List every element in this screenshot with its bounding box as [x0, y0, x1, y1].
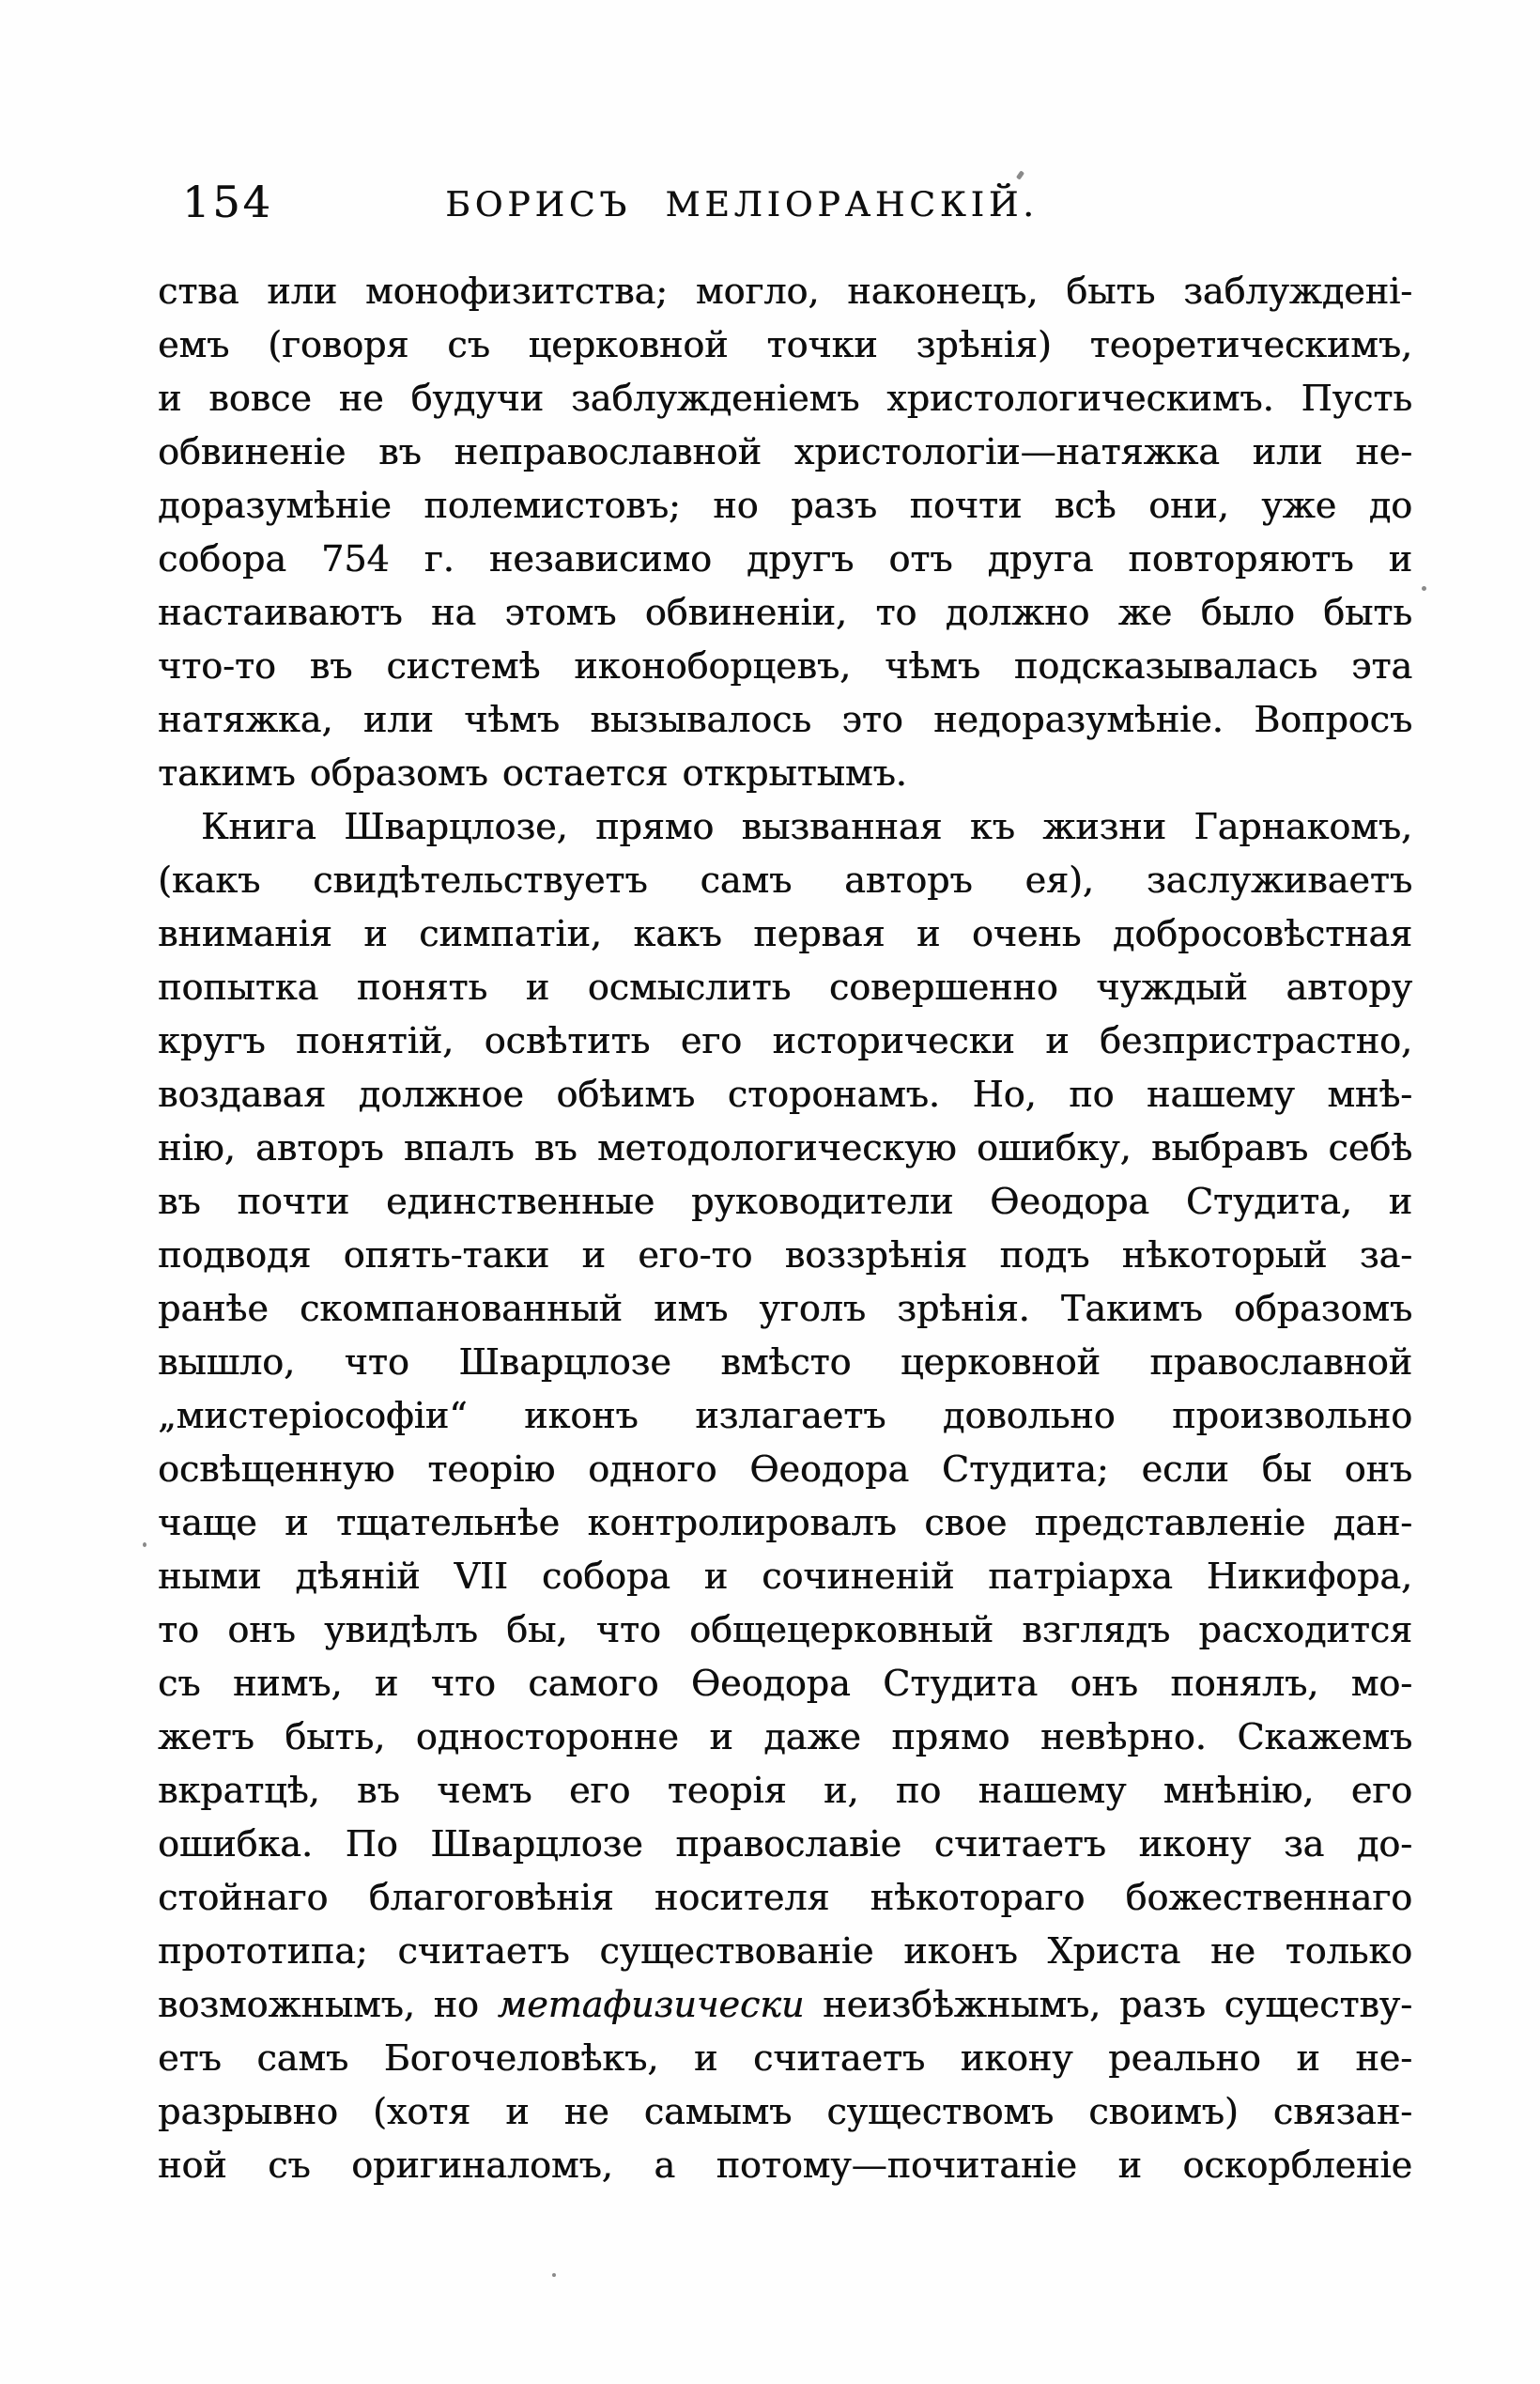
text-run: и вовсе не будучи заблужденіемъ христологическимъ. Пусть [158, 378, 1412, 419]
text-run: такимъ образомъ остается открытымъ. [158, 752, 907, 794]
text-run: подводя опять-таки и его-то воззрѣнія подъ нѣкоторый за- [158, 1234, 1412, 1276]
page-number: 154 [182, 177, 273, 227]
running-title: БОРИСЪ МЕЛІОРАНСКІЙ. [445, 186, 1039, 224]
text-run: ошибка. По Шварцлозе православіе считаетъ икону за до- [158, 1823, 1412, 1865]
text-run: „мистеріософіи“ иконъ излагаетъ довольно произвольно [158, 1395, 1412, 1436]
text-run: что-то въ системѣ иконоборцевъ, чѣмъ подсказывалась эта [158, 645, 1412, 687]
text-run: разрывно (хотя и не самымъ существомъ своимъ) связан- [158, 2091, 1412, 2132]
text-run: доразумѣніе полемистовъ; но разъ почти всѣ они, уже до [158, 485, 1412, 526]
text-line-23 [158, 1443, 1412, 1496]
text-run: ной съ оригиналомъ, а потому—почитаніе и оскорбленіе [158, 2144, 1412, 2186]
text-run: Книга Шварцлозе, прямо вызванная къ жизни Гарнакомъ, [201, 806, 1412, 847]
text-line-22 [158, 1389, 1412, 1443]
text-line-26 [158, 1603, 1412, 1657]
text-run: съ нимъ, и что самого Ѳеодора Студита онъ понялъ, мо- [158, 1663, 1412, 1704]
text-line-4 [158, 426, 1412, 479]
text-run: обвиненіе въ неправославной христологіи—натяжка или не- [158, 431, 1412, 472]
body-text [158, 265, 1412, 2192]
text-run: настаиваютъ на этомъ обвиненіи, то должно же было быть [158, 592, 1412, 633]
text-line-10 [158, 747, 1412, 800]
text-run: въ почти единственные руководители Ѳеодора Студита, и [158, 1181, 1412, 1222]
text-line-33 [158, 1978, 1412, 2032]
text-line-19 [158, 1229, 1412, 1282]
text-run: вкратцѣ, въ чемъ его теорія и, по нашему мнѣнію, его [158, 1770, 1412, 1811]
text-line-25 [158, 1550, 1412, 1603]
italic-text-run: метафизически [497, 1984, 805, 2025]
text-line-36 [158, 2139, 1412, 2192]
text-line-31 [158, 1871, 1412, 1925]
text-run: натяжка, или чѣмъ вызывалось это недоразумѣніе. Вопросъ [158, 699, 1412, 740]
text-run: ными дѣяній VII собора и сочиненій патріарха Никифора, [158, 1556, 1412, 1597]
text-line-13 [158, 907, 1412, 961]
text-run: етъ самъ Богочеловѣкъ, и считаетъ икону реально и не- [158, 2037, 1412, 2079]
text-run: прототипа; считаетъ существованіе иконъ Христа не только [158, 1930, 1412, 1972]
text-line-3 [158, 372, 1412, 426]
scan-artifact-dot [143, 1542, 146, 1547]
text-run: попытка понять и осмыслить совершенно чуждый автору [158, 967, 1412, 1008]
text-line-21 [158, 1336, 1412, 1389]
text-line-34 [158, 2032, 1412, 2085]
text-run: кругъ понятій, освѣтить его исторически и безпристрастно, [158, 1020, 1412, 1061]
text-line-12 [158, 854, 1412, 907]
text-line-20 [158, 1282, 1412, 1336]
text-line-6 [158, 533, 1412, 586]
text-run: чаще и тщательнѣе контролировалъ свое представленіе дан- [158, 1502, 1412, 1543]
text-line-28 [158, 1711, 1412, 1764]
text-run: емъ (говоря съ церковной точки зрѣнія) теоретическимъ, [158, 324, 1412, 365]
text-run: жетъ быть, односторонне и даже прямо невѣрно. Скажемъ [158, 1716, 1412, 1757]
scan-artifact-dot [1016, 170, 1024, 179]
text-line-30 [158, 1818, 1412, 1871]
text-line-32 [158, 1925, 1412, 1978]
text-line-15 [158, 1014, 1412, 1068]
text-line-7 [158, 586, 1412, 640]
text-run: ранѣе скомпанованный имъ уголъ зрѣнія. Такимъ образомъ [158, 1288, 1412, 1329]
text-run: стойнаго благоговѣнія носителя нѣкотораго божественнаго [158, 1877, 1412, 1918]
text-line-17 [158, 1122, 1412, 1175]
text-run: вниманія и симпатіи, какъ первая и очень добросовѣстная [158, 913, 1412, 954]
text-run: неизбѣжнымъ, разъ существу- [804, 1984, 1413, 2025]
text-run: собора 754 г. независимо другъ отъ друга повторяютъ и [158, 538, 1412, 580]
text-line-27 [158, 1657, 1412, 1711]
text-line-2 [158, 318, 1412, 372]
text-line-14 [158, 961, 1412, 1014]
scan-artifact-dot [552, 2273, 556, 2277]
text-line-9 [158, 693, 1412, 747]
text-line-16 [158, 1068, 1412, 1122]
text-line-5 [158, 479, 1412, 533]
text-run: ства или монофизитства; могло, наконецъ, быть заблужденi- [158, 271, 1412, 312]
text-line-8 [158, 640, 1412, 693]
text-run: воздавая должное обѣимъ сторонамъ. Но, по нашему мнѣ- [158, 1074, 1412, 1115]
text-run: (какъ свидѣтельствуетъ самъ авторъ ея), заслуживаетъ [158, 859, 1412, 901]
text-run: нію, авторъ впалъ въ методологическую ошибку, выбравъ себѣ [158, 1127, 1412, 1169]
text-line-11 [158, 800, 1412, 854]
text-run: освѣщенную теорію одного Ѳеодора Студита; если бы онъ [158, 1448, 1412, 1490]
text-line-35 [158, 2085, 1412, 2139]
text-run: возможнымъ, но [158, 1984, 498, 2025]
text-run: то онъ увидѣлъ бы, что общецерковный взглядъ расходится [158, 1609, 1412, 1650]
scan-artifact-dot [1422, 586, 1426, 591]
text-run: вышло, что Шварцлозе вмѣсто церковной православной [158, 1341, 1412, 1383]
text-line-29 [158, 1764, 1412, 1818]
text-line-18 [158, 1175, 1412, 1229]
text-line-1 [158, 265, 1412, 318]
text-line-24 [158, 1496, 1412, 1550]
